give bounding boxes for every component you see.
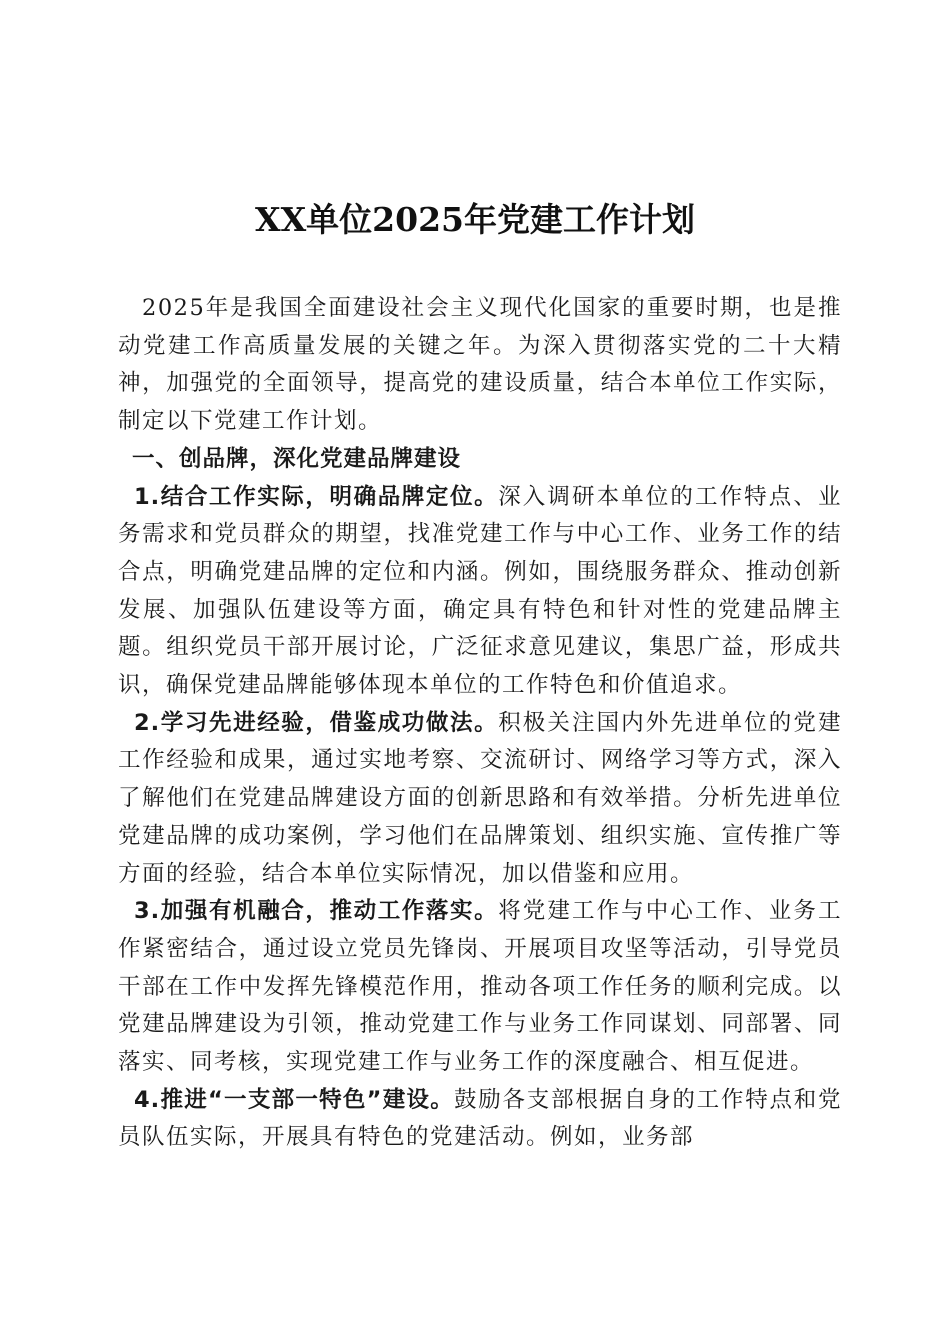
item-text: 积极关注国内外先进单位的党建工作经验和成果，通过实地考察、交流研讨、网络学习等方式，深入了解他们在党建品牌建设方面的创新思路和有效举措。分析先进单位党建品牌的成功案例，学习他们在品牌策划、组织实施、宣传推广等方面的经验，结合本单位实际情况，加以借鉴和应用。	[118, 709, 842, 887]
item-lead: 4.推进“一支部一特色”建设。	[134, 1086, 454, 1113]
document-title: XX单位2025年党建工作计划	[254, 200, 696, 239]
list-item	[118, 893, 842, 1082]
item-lead: 1.结合工作实际，明确品牌定位。	[134, 483, 499, 510]
section-heading: 一、创品牌，深化党建品牌建设	[132, 445, 462, 472]
list-item	[118, 1082, 842, 1157]
list-item	[118, 705, 842, 894]
document-body	[118, 290, 842, 1157]
item-text: 深入调研本单位的工作特点、业务需求和党员群众的期望，找准党建工作与中心工作、业务工作的结合点，明确党建品牌的定位和内涵。例如，围绕服务群众、推动创新发展、加强队伍建设等方面，确定具有特色和针对性的党建品牌主题。组织党员干部开展讨论，广泛征求意见建议，集思广益，形成共识，确保党建品牌能够体现本单位的工作特色和价值追求。	[118, 483, 842, 699]
item-lead: 3.加强有机融合，推动工作落实。	[134, 898, 499, 925]
item-lead: 2.学习先进经验，借鉴成功做法。	[134, 709, 499, 736]
item-text: 鼓励各支部根据自身的工作特点和党员队伍实际，开展具有特色的党建活动。例如，业务部	[118, 1086, 842, 1151]
item-text: 将党建工作与中心工作、业务工作紧密结合，通过设立党员先锋岗、开展项目攻坚等活动，引导党员干部在工作中发挥先锋模范作用，推动各项工作任务的顺利完成。以党建品牌建设为引领，推动党建工作与业务工作同谋划、同部署、同落实、同考核，实现党建工作与业务工作的深度融合、相互促进。	[118, 898, 842, 1076]
intro-paragraph: 2025年是我国全面建设社会主义现代化国家的重要时期，也是推动党建工作高质量发展的关键之年。为深入贯彻落实党的二十大精神，加强党的全面领导，提高党的建设质量，结合本单位工作实际，制定以下党建工作计划。	[118, 295, 842, 435]
list-item	[118, 479, 842, 705]
